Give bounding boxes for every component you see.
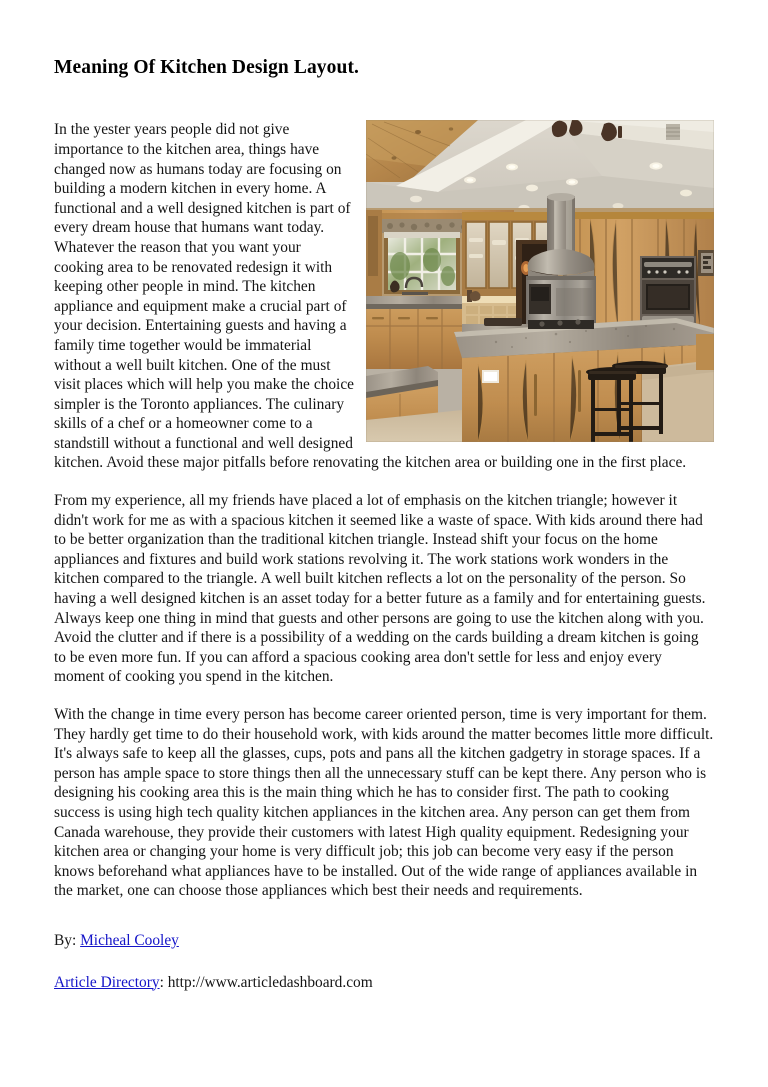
article-body xyxy=(54,80,714,992)
author-link[interactable]: Micheal Cooley xyxy=(80,931,179,949)
byline-prefix: By: xyxy=(54,931,77,949)
directory-separator: : xyxy=(159,973,164,991)
paragraph-3: With the change in time every person has become career oriented person, time is very important for them. They hardly get time to do their household work, with kids around the matter becomes little more difficult. It's always safe to keep all the glasses, cups, pots and pans all the kitchen gadgetry in storage spaces. If a person has ample space to store things then all the unnecessary stuff can be kept there. Any person who is designing his cooking area this is the main thing which he has to consider first. The path to cooking success is using high tech quality kitchen appliances in the kitchen area. Any person can get them from Canada warehouse, they provide their customers with latest High quality equipment. Redesigning your kitchen area or changing your home is very difficult job; this job can become very easy if the person knows beforehand what appliances have to be installed. Out of the wide range of appliances available in the market, one can choose those appliances which best their needs and requirements. xyxy=(54,706,714,900)
kitchen-photo-image xyxy=(366,120,714,442)
article-directory-url: http://www.articledashboard.com xyxy=(167,973,373,991)
article-directory-link[interactable]: Article Directory xyxy=(54,973,160,991)
paragraph-2: From my experience, all my friends have placed a lot of emphasis on the kitchen triangle; however it didn't work for me as with a spacious kitchen it seemed like a waste of space. With kids around there had to be better organization than the traditional kitchen triangle. Instead shift your focus on the home appliances and fixtures and build work stations revolving it. The work stations work wonders in the kitchen compared to the triangle. A well built kitchen reflects a lot on the personality of the person. So having a well designed kitchen is an asset today for a better future as a family and for entertaining guests. Always keep one thing in mind that guests and other persons are going to use the kitchen along with you. Avoid the clutter and if there is a possibility of a wedding on the cards building a dream kitchen is going to be even more fun. If you can afford a spacious cooking area don't settle for less and enjoy every moment of cooking you spend in the kitchen. xyxy=(54,492,706,686)
paragraph-1: In the yester years people did not give importance to the kitchen area, things have changed now as humans today are focusing on building a modern kitchen in every home. A functional and a well designed kitchen is part of every dream house that humans want today. Whatever the reason that you want your cooking area to be renovated redesign it with keeping other people in mind. The kitchen appliance and equipment make a crucial part of your decision. Entertaining guests and having a family time together would be immaterial without a well built kitchen. One of the must visit places which will help you make the choice simpler is the Toronto appliances. The culinary skills of a chef or a homeowner come to a standstill without a functional and well designed kitchen. Avoid these major pitfalls before renovating the kitchen area or building one in the first place. xyxy=(54,121,687,472)
kitchen-photo xyxy=(366,120,714,442)
byline xyxy=(54,931,714,951)
page-title: Meaning Of Kitchen Design Layout. xyxy=(54,57,360,78)
article-directory-line xyxy=(54,973,714,993)
